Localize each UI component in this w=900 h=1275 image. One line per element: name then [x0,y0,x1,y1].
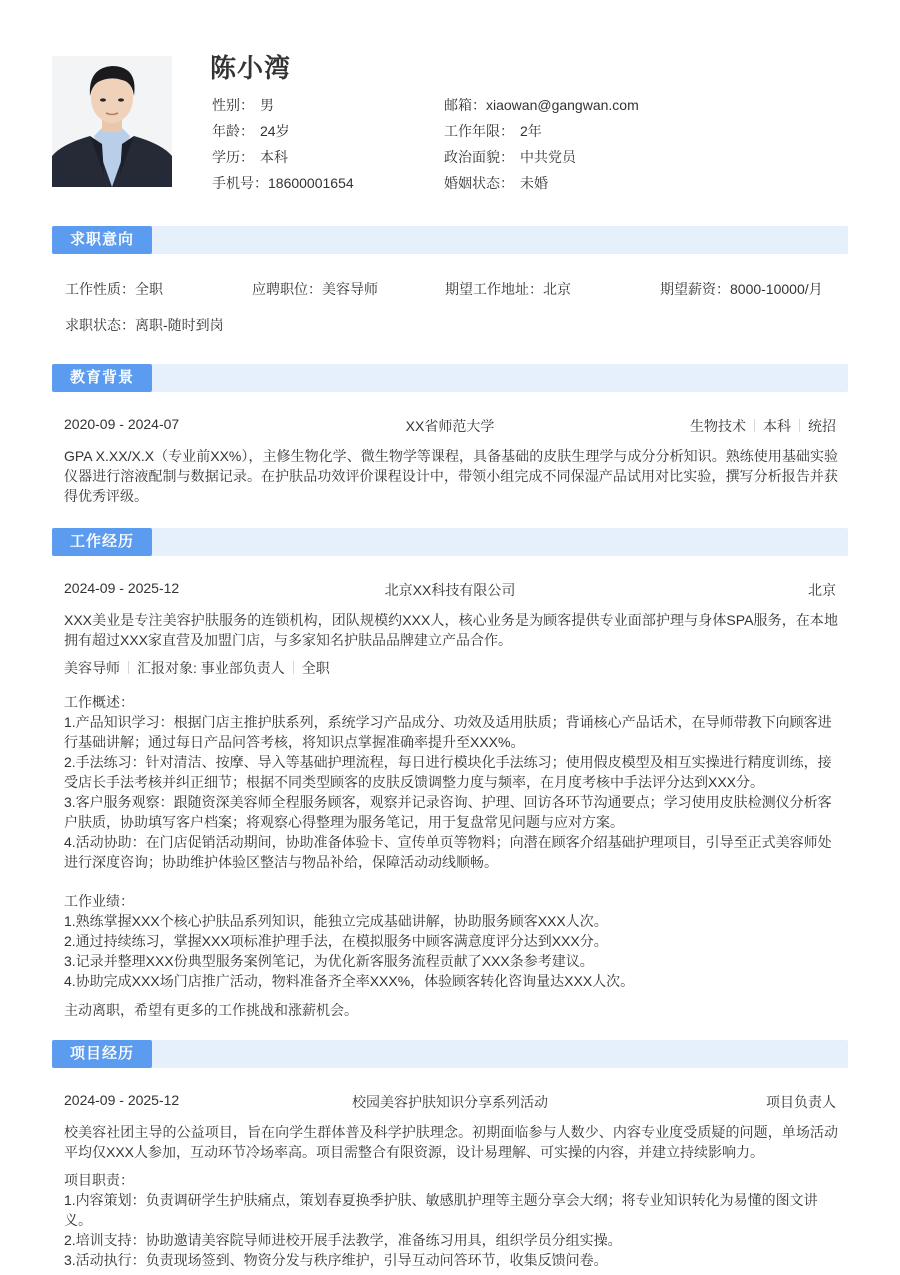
section-title: 工作经历 [52,528,152,556]
intent-value: 全职 [135,281,163,297]
overview-item: 3.客户服务观察：跟随资深美容师全程服务顾客，观察并记录咨询、护理、回访各环节沟通要点；学习使用皮肤检测仪分析客户肤质，协助填写客户档案；将观察心得整理为服务笔记，用于复盘常见问题与应对方案。 [64,794,832,830]
intent-label: 应聘职位： [252,281,322,297]
work-entry-header [64,580,836,600]
person-portrait-icon [52,56,172,187]
intent-item [65,279,163,299]
candidate-name: 陈小湾 [210,53,292,83]
info-label: 工作年限： [444,123,514,139]
project-description: 校美容社团主导的公益项目，旨在向学生群体普及科学护肤理念。初期面临参与人数少、内容专业度受质疑的问题，单场活动平均仅XXX人参加，互动环节冷场率高。项目需整合有限资源，设计易理解、可实操的内容，并建立持续影响力。 [64,1124,838,1160]
divider [128,661,129,674]
education-date: 2020-09 - 2024-07 [64,416,180,432]
section-header-project [52,1040,848,1068]
intent-item [660,279,823,299]
info-phone [212,170,354,196]
work-overview [64,692,838,872]
info-label: 学历： [212,149,254,165]
work-date: 2024-09 - 2025-12 [64,580,180,596]
education-tags [690,416,836,436]
work-report-to: 汇报对象: 事业部负责人 [137,660,285,676]
overview-title: 工作概述： [64,694,134,710]
section-title: 教育背景 [52,364,152,392]
info-email [444,92,639,118]
info-value: 本科 [260,149,288,165]
project-duties [64,1170,838,1270]
intent-value: 美容导师 [322,281,378,297]
info-label: 婚姻状态： [444,175,514,191]
education-type: 统招 [808,418,836,434]
achievement-item: 2.通过持续练习，掌握XXX项标准护理手法，在模拟服务中顾客满意度评分达到XXX分。 [64,933,608,949]
overview-item: 4.活动协助：在门店促销活动期间，协助准备体验卡、宣传单页等物料；向潜在顾客介绍基础护理项目，引导至正式美容师处进行深度咨询；协助维护体验区整洁与物品补给，保障活动动线顺畅。 [64,834,832,870]
project-entry-header [64,1092,836,1112]
info-age [212,118,354,144]
profile-photo [52,56,172,187]
duty-item: 1.内容策划：负责调研学生护肤痛点，策划春夏换季护肤、敏感肌护理等主题分享会大纲；将专业知识转化为易懂的图文讲义。 [64,1192,818,1228]
info-label: 性别： [212,97,254,113]
email-link[interactable]: xiaowan@gangwan.com [486,97,639,113]
project-date: 2024-09 - 2025-12 [64,1092,180,1108]
info-label: 年龄： [212,123,254,139]
duty-item: 2.培训支持：协助邀请美容院导师进校开展手法教学，准备练习用具，组织学员分组实操。 [64,1232,622,1248]
section-header-education [52,364,848,392]
overview-item: 2.手法练习：针对清洁、按摩、导入等基础护理流程，每日进行模块化手法练习；使用假皮模型及相互实操进行精度训练，接受店长手法考核并纠正细节；根据不同类型顾客的皮肤反馈调整力度与频率，在月度考核中手法评分达到XXX分。 [64,754,832,790]
work-employment-type: 全职 [301,660,330,676]
intent-label: 工作性质： [65,281,135,297]
info-value: 中共党员 [520,149,576,165]
info-value: 24岁 [260,123,290,139]
info-label: 政治面貌： [444,149,514,165]
duties-title: 项目职责： [64,1172,134,1188]
project-role: 项目负责人 [766,1094,836,1110]
work-achievements [64,891,838,991]
intent-value: 北京 [543,281,571,297]
info-label: 邮箱： [444,97,486,113]
divider [799,419,800,432]
achievements-title: 工作业绩： [64,893,134,909]
info-work-years [444,118,639,144]
work-location: 北京 [808,582,836,598]
info-value: 2年 [520,123,542,139]
divider [754,419,755,432]
info-political-status [444,144,639,170]
divider [293,661,294,674]
basic-info-right [444,92,639,196]
overview-item: 1.产品知识学习：根据门店主推护肤系列，系统学习产品成分、功效及适用肤质；背诵核心产品话术，在导师带教下向顾客进行基础讲解；通过每日产品问答考核，将知识点掌握准确率提升至XXX%。 [64,714,832,750]
intent-label: 求职状态： [65,317,135,333]
project-name: 校园美容护肤知识分享系列活动 [352,1094,548,1110]
duty-item: 3.活动执行：负责现场签到、物资分发与秩序维护，引导互动问答环节，收集反馈问卷。 [64,1252,608,1268]
work-meta [64,658,330,678]
info-education [212,144,354,170]
intent-item [252,279,378,299]
work-company: 北京XX科技有限公司 [384,582,516,598]
intent-label: 期望工作地址： [445,281,543,297]
company-description: XXX美业是专注美容护肤服务的连锁机构，团队规模约XXX人，核心业务是为顾客提供专业面部护理与身体SPA服务，在本地拥有超过XXX家直营及加盟门店，与多家知名护肤品品牌建立产品合作。 [64,612,838,648]
intent-item [65,315,224,335]
info-marital-status [444,170,639,196]
intent-value: 离职-随时到岗 [135,317,224,333]
info-label: 手机号： [212,175,268,191]
intent-value: 8000-10000/月 [730,281,823,297]
education-entry-header [64,416,836,436]
education-major: 生物技术 [690,418,746,434]
basic-info-left [212,92,354,196]
education-degree: 本科 [763,418,791,434]
education-school: XX省师范大学 [405,418,495,434]
profile-header [52,48,848,193]
section-header-intent [52,226,848,254]
info-gender [212,92,354,118]
intent-item [445,279,571,299]
education-description: GPA X.XX/X.X（专业前XX%），主修生物化学、微生物学等课程，具备基础的皮肤生理学与成分分析知识。熟练使用基础实验仪器进行溶液配制与数据记录。在护肤品功效评价课程设计中，带领小组完成不同保湿产品试用对比实验，撰写分析报告并获得优秀评级。 [64,448,838,504]
section-header-work [52,528,848,556]
info-value: 男 [260,97,274,113]
leave-reason: 主动离职，希望有更多的工作挑战和涨薪机会。 [64,1002,358,1018]
phone-value[interactable]: 18600001654 [268,175,354,191]
section-title: 项目经历 [52,1040,152,1068]
achievement-item: 3.记录并整理XXX份典型服务案例笔记，为优化新客服务流程贡献了XXX条参考建议。 [64,953,594,969]
info-value: 未婚 [520,175,548,191]
intent-label: 期望薪资： [660,281,730,297]
work-role: 美容导师 [64,660,120,676]
section-title: 求职意向 [52,226,152,254]
achievement-item: 1.熟练掌握XXX个核心护肤品系列知识，能独立完成基础讲解，协助服务顾客XXX人次。 [64,913,608,929]
achievement-item: 4.协助完成XXX场门店推广活动，物料准备齐全率XXX%，体验顾客转化咨询量达XXX人次。 [64,973,635,989]
